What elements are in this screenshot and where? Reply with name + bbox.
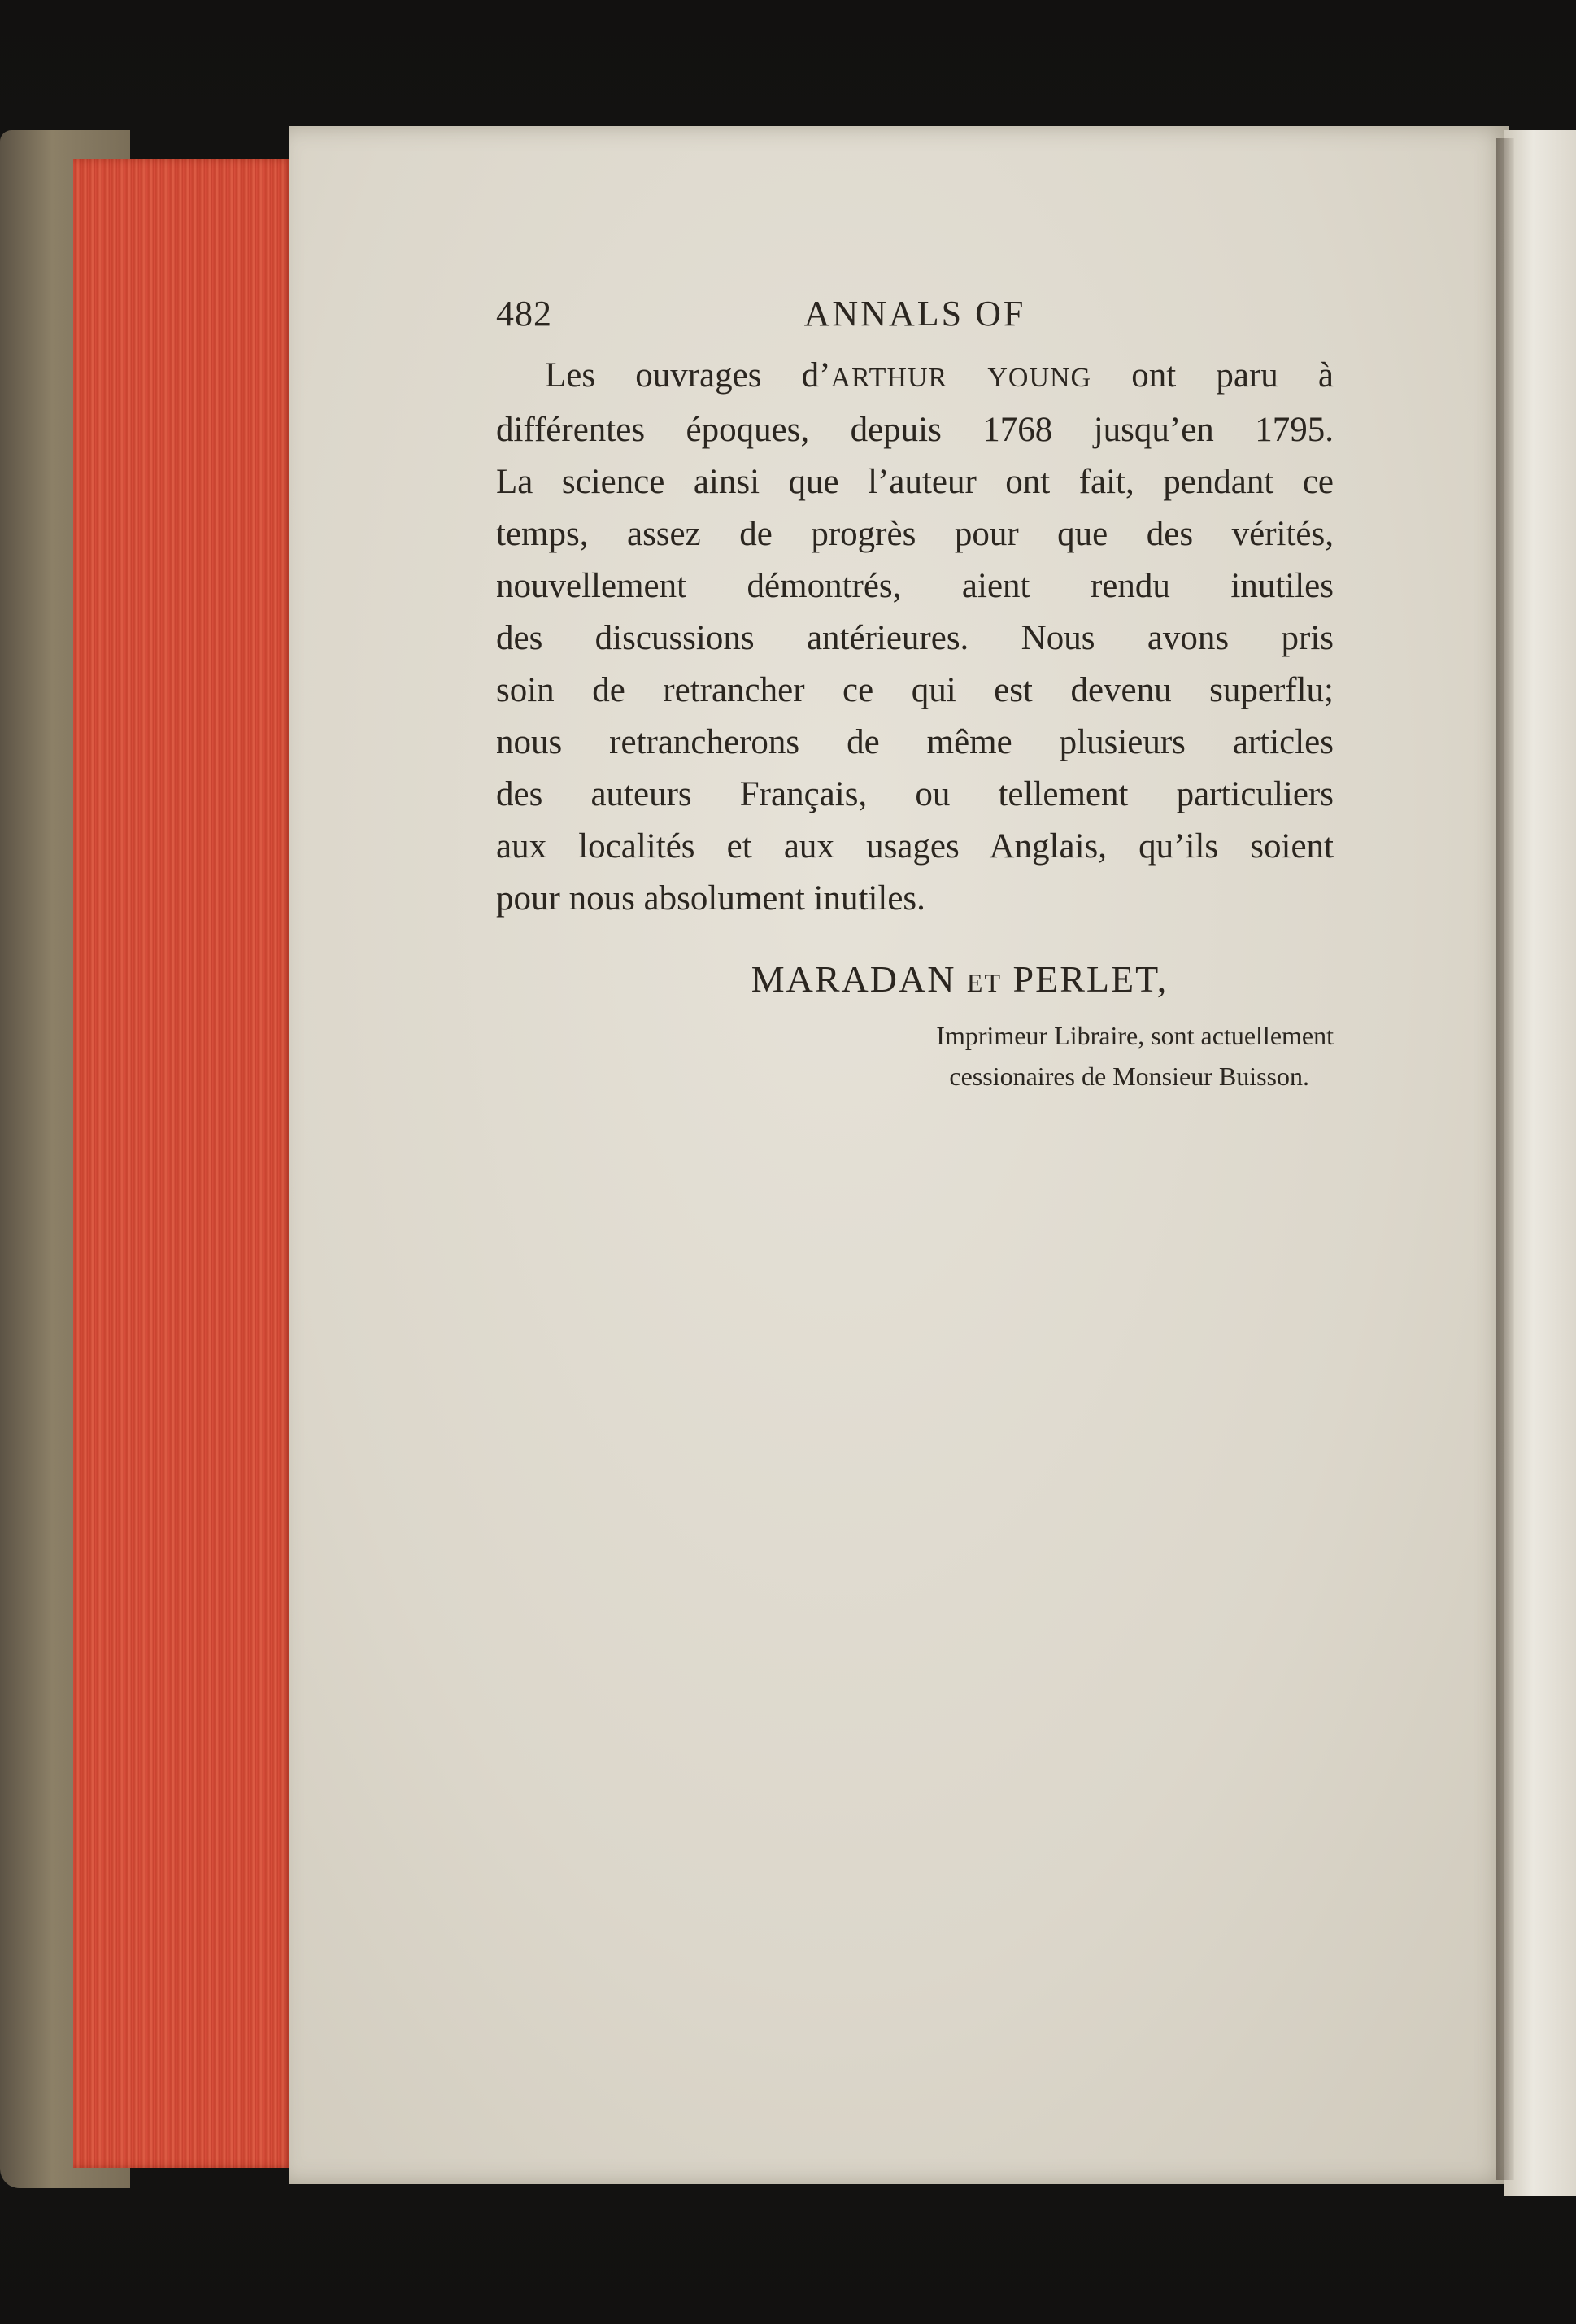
publisher-note — [496, 1015, 1334, 1097]
paragraph-line: soin de retrancher ce qui est devenu superflu; — [496, 671, 1334, 709]
author-name-last: YOUNG — [987, 363, 1092, 393]
publisher-note-line: cessionaires de Monsieur Buisson. — [949, 1062, 1309, 1091]
page-text-block — [496, 293, 1334, 1097]
page-gutter-shadow — [1496, 138, 1514, 2180]
paragraph-line: différentes époques, depuis 1768 jusqu’en 1795. — [496, 411, 1334, 449]
paragraph-line: nouvellement démontrés, aient rendu inutiles — [496, 567, 1334, 605]
publisher-name-first: MARADAN — [751, 958, 967, 1000]
page-number: 482 — [496, 294, 552, 334]
publisher-note-line: Imprimeur Libraire, sont actuellement — [936, 1021, 1334, 1050]
paragraph-line: nous retrancherons de même plusieurs articles — [496, 723, 1334, 761]
red-page-edges — [73, 159, 293, 2168]
paragraph-line: pour nous absolument inutiles. — [496, 879, 925, 918]
publisher-name-second: PERLET, — [1002, 958, 1169, 1000]
paragraph-line: des discussions antérieures. Nous avons pris — [496, 619, 1334, 657]
paragraph-line: des auteurs Français, ou tellement particuliers — [496, 775, 1334, 813]
publisher-signature — [496, 957, 1334, 1001]
text-segment — [947, 356, 987, 395]
text-segment: ont paru à — [1091, 356, 1334, 395]
paragraph-line: aux localités et aux usages Anglais, qu’ils soient — [496, 827, 1334, 866]
text-segment: Les ouvrages d’ — [545, 356, 831, 395]
facing-page-edge — [1504, 130, 1576, 2196]
running-head — [496, 293, 1334, 350]
signature-conjunction: ET — [966, 968, 1003, 997]
paragraph-line: La science ainsi que l’auteur ont fait, pendant ce — [496, 463, 1334, 501]
running-title: ANNALS OF — [803, 294, 1026, 334]
paragraph-line: temps, assez de progrès pour que des vérités, — [496, 515, 1334, 553]
body-paragraph — [496, 350, 1334, 925]
author-name-first: ARTHUR — [830, 363, 948, 393]
paragraph-line — [496, 350, 1334, 404]
